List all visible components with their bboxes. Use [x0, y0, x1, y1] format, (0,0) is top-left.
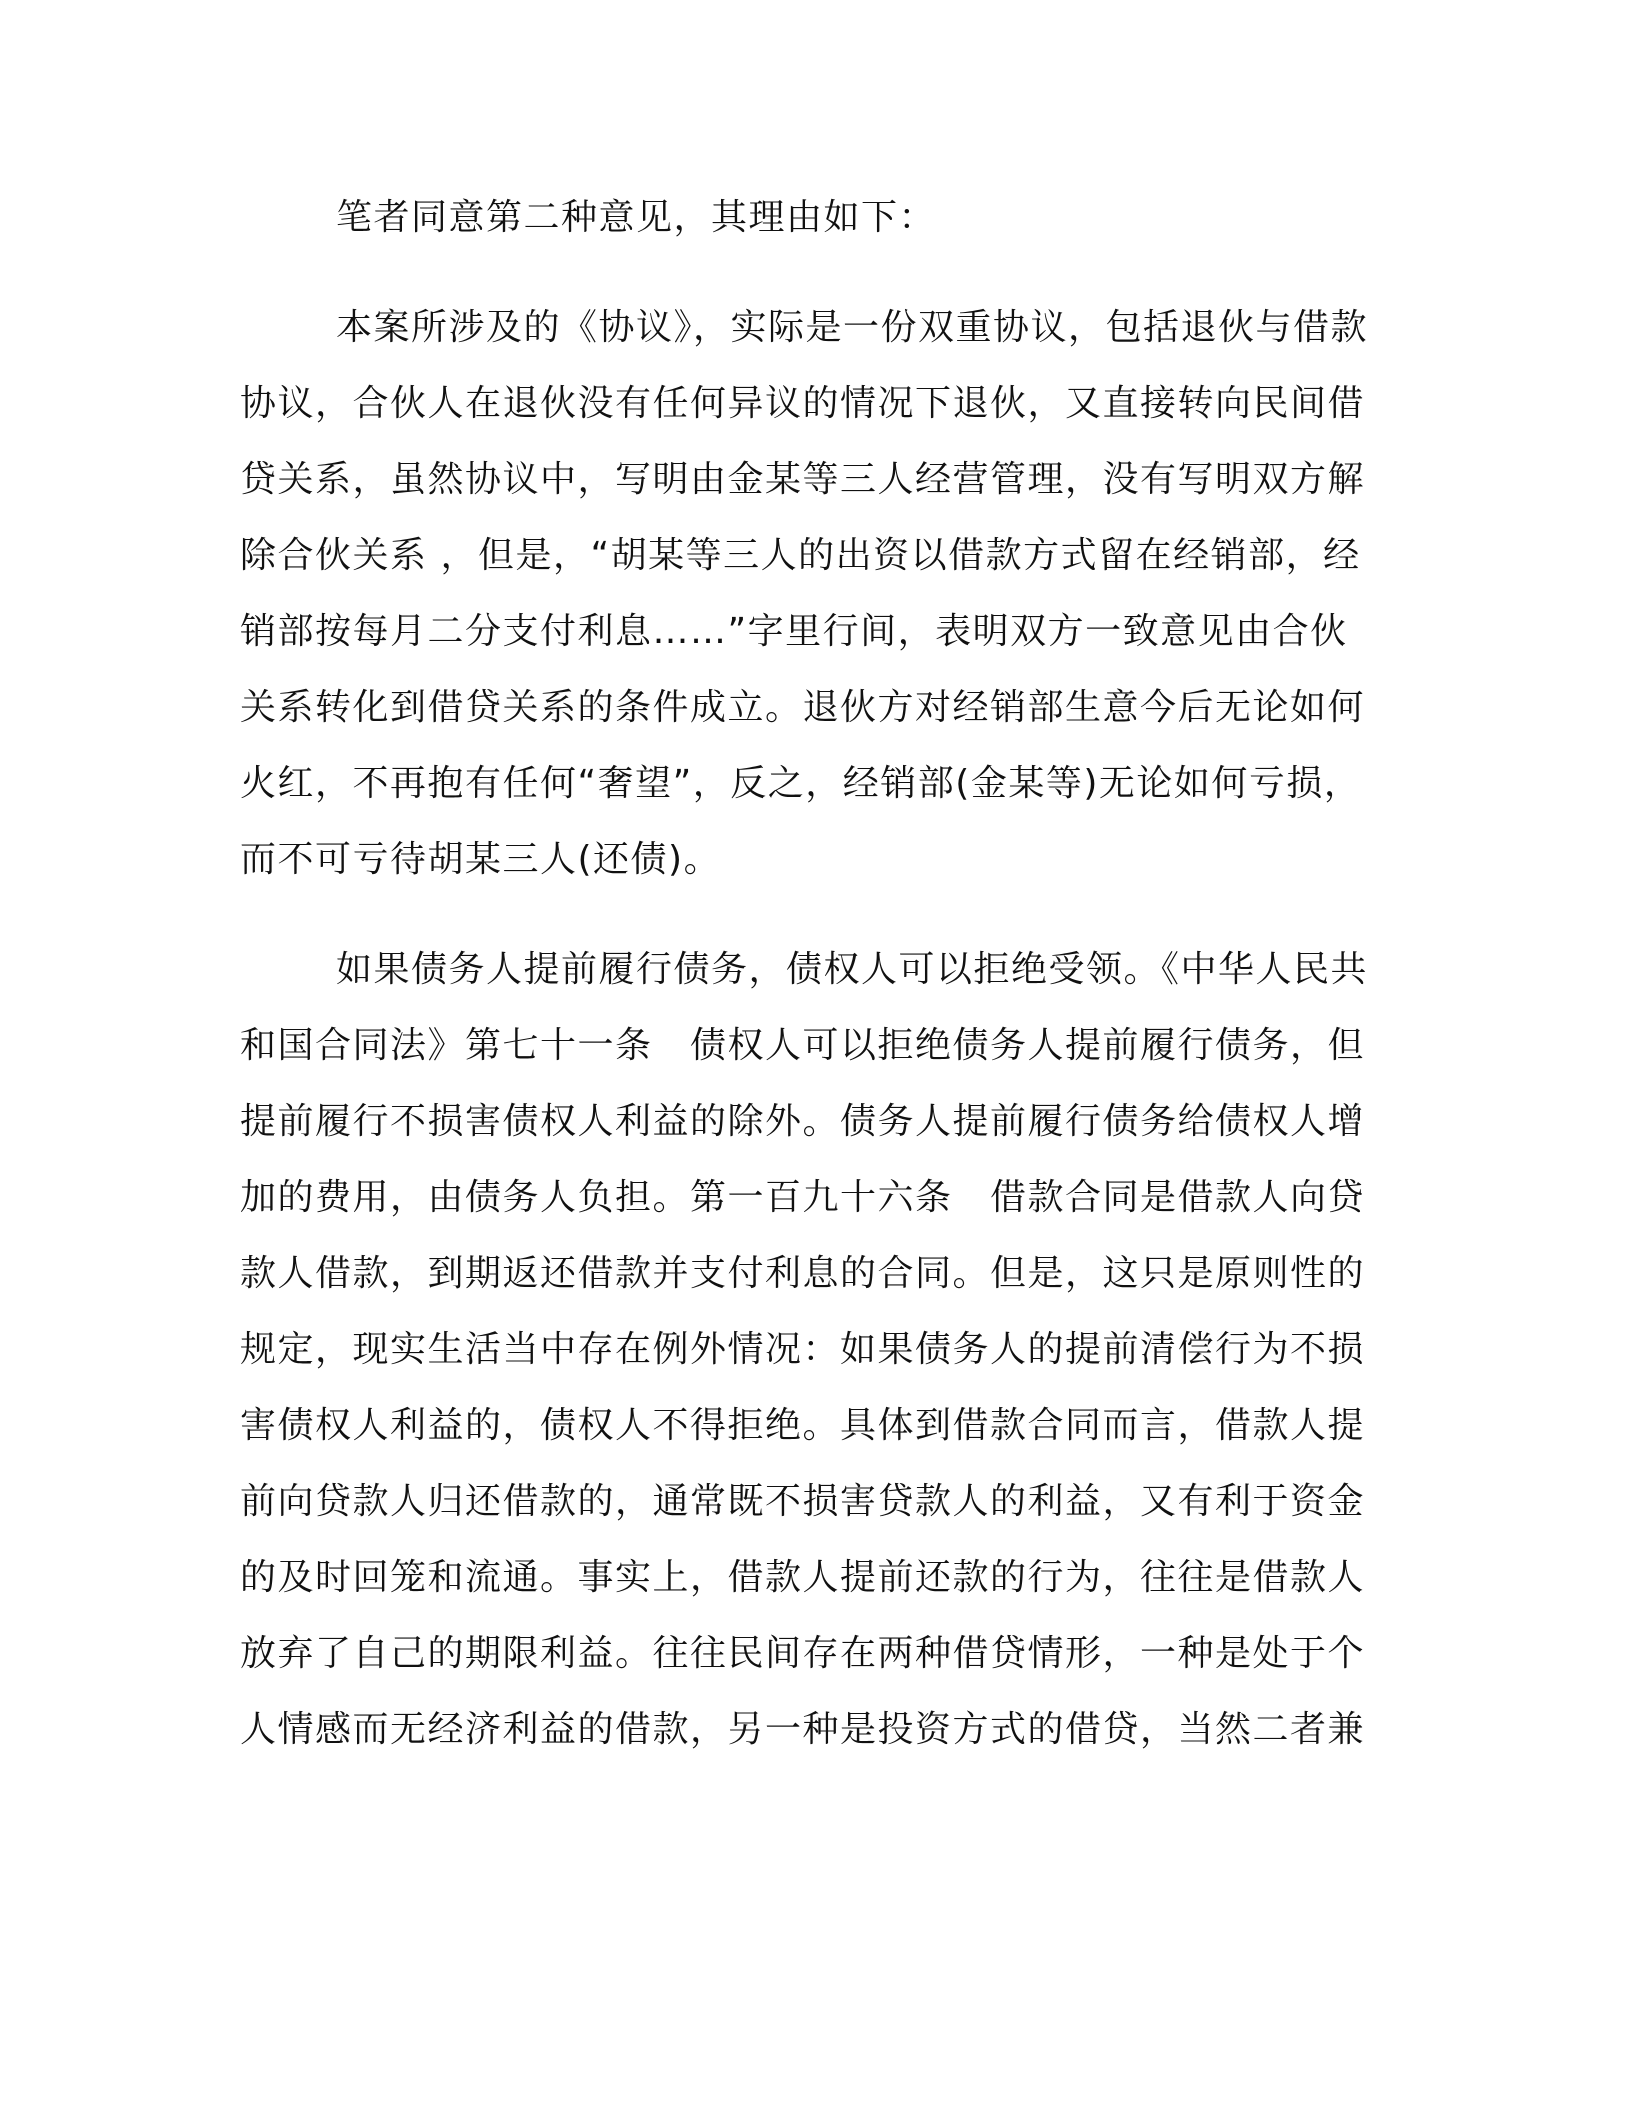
text-line: 关系转化到借贷关系的条件成立。退伙方对经销部生意今后无论如何: [240, 687, 1366, 728]
text-line: 放弃了自己的期限利益。往往民间存在两种借贷情形，一种是处于个: [240, 1633, 1366, 1674]
paragraph-gap: [240, 898, 1380, 932]
text-line: 本案所涉及的《协议》，实际是一份双重协议，包括退伙与借款: [336, 307, 1369, 348]
text-line: 除合伙关系 ，但是，“胡某等三人的出资以借款方式留在经销部，经: [240, 535, 1361, 576]
text-line: 如果债务人提前履行债务，债权人可以拒绝受领。《中华人民共: [336, 949, 1369, 990]
paragraph-gap: [240, 256, 1380, 290]
text-line: 协议，合伙人在退伙没有任何异议的情况下退伙，又直接转向民间借: [240, 383, 1366, 424]
text-line: 而不可亏待胡某三人(还债)。: [240, 839, 722, 880]
text-line: 笔者同意第二种意见，其理由如下：: [336, 197, 937, 238]
text-line: 人情感而无经济利益的借款，另一种是投资方式的借贷，当然二者兼: [240, 1709, 1366, 1750]
text-line: 规定，现实生活当中存在例外情况：如果债务人的提前清偿行为不损: [240, 1329, 1366, 1370]
text-line: 销部按每月二分支付利息……”字里行间，表明双方一致意见由合伙: [240, 611, 1348, 652]
text-line: 害债权人利益的，债权人不得拒绝。具体到借款合同而言，借款人提: [240, 1405, 1366, 1446]
text-line: 和国合同法》第七十一条 债权人可以拒绝债务人提前履行债务，但: [240, 1025, 1366, 1066]
text-line: 加的费用，由债务人负担。第一百九十六条 借款合同是借款人向贷: [240, 1177, 1366, 1218]
text-line: 火红，不再抱有任何“奢望”，反之，经销部(金某等)无论如何亏损，: [240, 763, 1362, 804]
text-line: 前向贷款人归还借款的，通常既不损害贷款人的利益，又有利于资金: [240, 1481, 1366, 1522]
text-line: 贷关系，虽然协议中，写明由金某等三人经营管理，没有写明双方解: [240, 459, 1366, 500]
text-line: 的及时回笼和流通。事实上，借款人提前还款的行为，往往是借款人: [240, 1557, 1366, 1598]
paragraph-3: [240, 932, 1380, 1768]
paragraph-1: [240, 180, 1380, 256]
text-line: 提前履行不损害债权人利益的除外。债务人提前履行债务给债权人增: [240, 1101, 1366, 1142]
text-line: 款人借款，到期返还借款并支付利息的合同。但是，这只是原则性的: [240, 1253, 1366, 1294]
paragraph-2: [240, 290, 1380, 898]
document-body: [240, 180, 1380, 1768]
